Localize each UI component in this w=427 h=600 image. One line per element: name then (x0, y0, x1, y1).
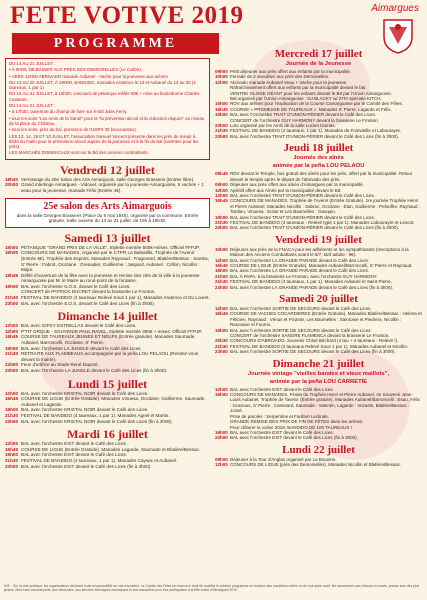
event-time: 19h00 (5, 407, 19, 413)
event-time: 12h00 (215, 386, 228, 392)
day-theme: animée par la peña LOU PELAOU (272, 163, 365, 170)
event-time: 12h00 (215, 79, 228, 85)
event-description: BAL avec l'orchestre EXIT devant le Café des Lices (fin à 3h00). (230, 435, 358, 441)
event-time: 19h00 (215, 268, 228, 274)
event-time: 23h00 (5, 368, 19, 373)
day-section (215, 48, 422, 139)
event-description: BAL À PAPA, à la brasserie Le Fronton, avec l'orchestre GUY HARMONY. (230, 273, 378, 279)
event-description: Bal organisé par l'Union Aimarguoise : DJ BLACKY w/ ZITA spéciale KITCH. (230, 96, 382, 102)
day-section (5, 427, 210, 469)
event-description: COURSE DE LIGUE (Entrée Gratuite). Manades Vinuesa, Occitane, Guillierme, Saumade, Aubanel et Lagarde. (21, 396, 206, 407)
event-row (215, 198, 422, 214)
event-description: Feux d'artifice au Stade René Dupont. (21, 362, 99, 368)
day-section (5, 231, 210, 307)
event-time: 12h00 (215, 306, 228, 311)
event-time: 12h00 (215, 257, 228, 263)
event-description: ROV aux arènes pour l'explication de la Course Camarguaise par le Comité des Fêtes. (230, 101, 403, 107)
event-time: 08h45 (215, 171, 228, 177)
info-line: DU 14 AU 21 JUILLET : (9, 61, 56, 66)
event-description: RDV devant le Temple, bus gratuit des aînés pour les près, offert par la municipalité. Retour devant le temple après le départ de l'abrivado des près. (230, 171, 413, 182)
event-description: COURSE DE LIGUE (Entrée Gratuite). Manades Lagarde, Saumade et Blatière/Bessac. (21, 446, 201, 452)
event-description: BAL avec l'orchestre LA GRANDE PARADE devant le Café des Lices. (230, 268, 370, 274)
event-time: 16h45 (5, 334, 19, 340)
event-row (215, 462, 422, 467)
event-time: 12h00 (5, 390, 19, 396)
poster-title: FETE VOTIVE 2019 (10, 2, 244, 29)
programme-banner: PROGRAMME (12, 33, 219, 54)
event-description: VENTRE GLISSE GÉANT pour les enfants devant le Bd par l'Union Aimarguoise. (230, 90, 392, 96)
event-description: BAL avec l'Orchestre LA JUNGLE devant le Café des Lices (fin à 3h00). (21, 368, 168, 373)
day-theme: animée par la peña LOU CARRETIE (269, 378, 368, 385)
event-description: BAL avec l'orchestre EXIT devant le Café des Lices. (21, 452, 128, 458)
left-column (5, 58, 210, 469)
event-time: 20h00 (215, 123, 228, 129)
day-title: Mercredi 17 juillet (274, 48, 363, 60)
event-time: 23h00 (5, 300, 19, 306)
event-description: BAL avec l'orchestre SORTIE DE SECOURS devant le Café des Lices. (230, 306, 372, 311)
info-box (5, 58, 210, 160)
event-row (215, 349, 422, 354)
event-row (5, 368, 210, 374)
right-column (215, 45, 422, 468)
event-time: 23h00 (215, 349, 228, 355)
event-time: 09h00 (215, 69, 228, 74)
event-description: Déjeuner aux près de la FNACA pour les adhérents et les sympathisants (Inscriptions à la Maison des Anciens Combattants avant le 8/7, tarif adulte : 9€). (230, 246, 409, 258)
event-description: COURSE « PROMESSE DE TAUREAUX ». Manades S' Pierre, Lagarde et Félix. (230, 106, 392, 112)
event-time: 16h45 (215, 198, 228, 204)
event-time: 09h00 (215, 182, 228, 188)
event-time: 21h30 (215, 279, 228, 285)
event-time: 21h30 (5, 295, 19, 301)
day-section (5, 163, 210, 194)
info-line: • VERS 12H00 ABRIVADO manade Aubanel - Vache pour la jeunesse aux arènes (9, 73, 168, 79)
event-time: 21h00 (215, 273, 228, 279)
event-description: FESTIVAL DE BANDIDO (4 taureaux Relevé Sous 1 par 1), Manades Aratenco et Du Louret. (21, 295, 210, 301)
salon-text: dans la salle Georges Brassens (Place du 8 mai 1945), organisé par la commune. Entrée gratuite. Salle ouverte du 13 au 21 juillet, de 15h à 19h30. (16, 212, 199, 224)
event-description: BAL avec l'orchestre KRISTAL NOIR devant le Café des Lices (fin à 3h00). (21, 418, 173, 424)
event-time: 16h45 (215, 106, 228, 112)
event-time: 22h00 (5, 362, 19, 368)
day-section (5, 377, 210, 425)
event-time: 19h00 (215, 429, 228, 435)
event-description: BAL avec l'orchestre S.O.S. devant le Café des Lices (fin à 3h00). (21, 300, 155, 306)
event-description: BAL avec l'orchestre S.O.S. devant le Café des Lices. (21, 283, 131, 289)
event-time: 23h00 (5, 418, 19, 424)
event-description: Prise de paroles : Serpentine et Fanfare Leclinde. (230, 413, 330, 419)
day-title: Vendredi 19 juillet (275, 233, 362, 246)
info-line: • À 9H00, DÉJEUNER AUX PRÈS DES DEMOISELLES (Le Caillar) (9, 67, 141, 73)
event-description: BAL avec l'orchestre TRAIT D'UNION-PÉRIER devant le Café des Lices (fin à 3h00). (230, 133, 399, 139)
event-description: BAL avec GIPSY ESTRELLAS devant le Café des Lices. (21, 323, 137, 329)
event-row (215, 171, 422, 182)
event-description: CONCOURS DE MANADES, organisé par le CTPR La Baleatilla, Trophée de l'Avenir (Entrée 8€). Trophée des Espoirs, Manades Raynaud : Fragonard, Blatière/Bessac : Samba, S' Pierre : Fabrot, Occitane : Grenadier, Guillierme : Jaspard, Aubanel : Crillon, Nicollin : Major. (21, 250, 209, 273)
day-section (5, 309, 210, 373)
event-description: Grand interlinge Aimargues - Vidouel, organisé par la jeunesse Aimarguoise, 5 vaches + 1 veau pour la jeunesse, manade Félix (Entrée 4€). (21, 182, 204, 193)
day-title: Lundi 22 juillet (282, 443, 355, 456)
event-time: 23h00 (215, 435, 228, 441)
event-row (5, 464, 210, 470)
event-time: 19h00 (5, 452, 19, 458)
event-row (5, 419, 210, 425)
event-description: Déjeuner aux près offert aux aînés d'Aimargues par la municipalité. (230, 182, 364, 188)
event-time: 16h00 (5, 250, 19, 256)
event-description: BAL avec l'orchestre EXIT devant le Café des Lices. (230, 429, 334, 435)
event-time: 18h45 (5, 272, 19, 278)
day-title: Samedi 13 juillet (64, 230, 151, 245)
event-description: P'TIT ORQUE - SOUVENIR PAUL RAVEL, triplette mentée 300€ + mises. Officiel FFPJP. (21, 328, 203, 334)
event-description: BAL avec l'orchestre KRISTAL NOIR devant le Café des Lices. (21, 390, 149, 396)
event-description: Ferrade de 2 anoubles aux près des Demoiselles. (230, 74, 330, 80)
event-row (5, 396, 210, 407)
event-description: RETRAITE AUX FLAMBEAUX accompagnée par la peña LOU PELAOU (Rendez-vous devant la mairie). (21, 351, 199, 362)
event-row (5, 182, 210, 193)
event-time: 20h30 (215, 338, 228, 344)
event-description: FESTIVAL DE BANDIDO (4 taureaux - Relevé type 1 par 1). Manades Labourayre et Lescot. (230, 219, 415, 225)
event-description: BAL avec l'orchestre TRAIT D'UNION-PÉRIER devant le Café des Lices. (230, 192, 375, 198)
event-description: BAL avec l'orchestre EXIT devant le Café des Lices. (21, 441, 128, 447)
event-description: CONCOURS DE LIGUE (près des Demoiselles). Manades Nicollin et Blatière/Bessac. (230, 462, 402, 468)
day-title: Samedi 20 juillet (279, 293, 358, 305)
event-description: COURSE DE VACHES COCARDIERES (Entrée Gratuite). Manades Blatière/Bessac : Helena et Félicien, Raynaud : Vénus et Picarde, Les Baumelles : Saintoise et Piedrera, Nicollin : Rascasse et Fourmi. (230, 311, 422, 328)
event-description: FESTIVAL DE BANDIDO (4 taureaux, 1 par 1). Manades Agnel et Martin. (21, 412, 170, 418)
info-line: • tous les soirs "Les Amis de la Santé" pour la "la prévention alcool et la réduction risques" au niveau de la place du Château, (9, 115, 205, 126)
day-title: Dimanche 14 juillet (57, 309, 158, 324)
event-row (5, 334, 210, 345)
event-row (215, 134, 422, 139)
event-time: 21h30 (215, 128, 228, 134)
event-description: FESTIVAL DE BANDIDO (4 taureaux, 1 par 1). Manades Caysac et Aubanel. (21, 457, 178, 463)
event-time: 16h45 (5, 446, 19, 452)
event-time: 18h30 (5, 176, 19, 182)
event-time: 19h00 (215, 112, 228, 118)
event-description: BAL avec l'orchestre EXIT devant le Café des Lices. (230, 386, 334, 392)
event-row (215, 225, 422, 230)
event-description: CONCOURS D'ABRIVADO, Souvenir Chloé Béchard (4 tau + 4 taureaux - Relevé !). (230, 338, 399, 344)
event-description: BAL avec l'orchestre SORTIE DE SECOURS devant le Café des Lices (fin à 3h00). (230, 349, 396, 355)
day-section (215, 234, 422, 290)
event-row (215, 435, 422, 440)
event-time: 16h45 (5, 396, 19, 402)
event-time: 09h00 (215, 456, 228, 462)
event-description: FESTIVAL DE BANDIDO (4 taureaux, 1 par 1). Manades de Fontvieille et Labourayre. (230, 128, 402, 134)
event-time: 19h00 (5, 283, 19, 289)
event-time: 12h00 (5, 441, 19, 447)
event-time: 12h00 (5, 328, 19, 334)
event-description: BAL avec l'orchestre LA GRANDE PARADE devant le Café des Lices (fin à 3h00). (230, 284, 394, 290)
event-time: 19h00 (215, 214, 228, 220)
event-description: BAL avec l'orchestre LA JUNGLE devant le Café des Lices. (21, 345, 142, 351)
event-description: FESTIVAL DE BANDIDO (4 taureaux, 1 par 1). Manades Aubanel et Saint-Pierre. (230, 279, 392, 285)
event-description: BAL avec l'orchestre TRAIT D'UNION-PÉRIER devant le Café des Lices (fin à 3h00). (230, 225, 399, 231)
event-time: 16h00 (215, 392, 228, 398)
event-description: Pour clôturer la votive 2019, BANDIDO DE 100 TAUREAUX ! (230, 424, 352, 430)
event-time: 16h45 (215, 311, 228, 317)
info-line: DU 15 AU 21 JUILLET, à 15h00, concours de pétanque mêlée 80€ + mise au boulodrome Charles Castanet. (9, 91, 200, 102)
day-section (215, 142, 422, 230)
info-line: LES 13, 14, 19 ET 20 JUILLET, l'association Samuel Vincent présente dans les prés de minuit à 6h30 du matin pour la prévention alcool auprès de la jeunesse et à la fin du bal (navettes pour les prés). (9, 133, 199, 150)
left-days-more (5, 231, 210, 469)
day-section (215, 358, 422, 441)
event-description: PÉTANQUE "GRAND PRIX DE LA VILLE", triplette mentée 500€+mises. Officiel FFPJP. (21, 244, 201, 250)
town-name: Aimargues (371, 3, 419, 14)
event-time: 19h00 (215, 327, 228, 333)
footer-note: N.B. : Sur la voie publique, les organisateurs déclinent toute responsabilité en cas d'accident. Le Comité des Fêtes se réserve le droit de modifier le présent programme en fonction des conditions météo ou de tout autre motif. Ne consommez pas d'alcool en excès, prenez soin des plus jeunes. Merci aux commerçants, aux bénévoles, aux services techniques municipaux et aux manadiers pour leur participation à la fête votive d'Aimargues 2019. (4, 584, 420, 592)
event-row (5, 273, 210, 284)
event-time: 21h30 (5, 351, 19, 357)
event-row (215, 247, 422, 258)
day-theme: Journée vintage "vieilles bandes et vieux maillots", (247, 370, 390, 377)
salon-box (5, 198, 210, 228)
event-time: 21h30 (5, 412, 19, 418)
event-time: 16h45 (215, 262, 228, 268)
info-line: • à 17h30, ouverture du champ de foire sur le Bd Jules Ferry. (9, 109, 128, 115)
left-days (5, 163, 210, 194)
event-description: BAL avec l'orchestre EXIT devant le Café des Lices (fin à 3h00). (21, 463, 152, 469)
event-description: Déjeuner à la Tour d'Anglas organisé par La Bouvine. (230, 456, 337, 462)
day-title: Vendredi 12 juillet (60, 162, 155, 177)
event-time: 21h30 (215, 219, 228, 225)
event-time: 10h00 (215, 246, 228, 252)
event-description: CONCOURS DE MANADES, Finale du Trophée Henri et Pierre Aubanel, 4e Souvenir Jean-Louis Aubanel, Trophée de l'avenir (Entrée gratuite). Manades Aubanel/Barroncelli : Esau, Félix : Gracious, S' Pierre : Camisard, Saumade : Valentin, Lagarde : Vezasts, Blatière/Bessac : Jossé. (230, 392, 420, 414)
day-title: Jeudi 18 juillet (283, 142, 354, 155)
event-description: Abrivado manade Aubanel Veau + Vache pour la jeunesse. (230, 79, 348, 85)
event-description: BAL avec l'orchestre KRISTAL NOIR devant le Café des Lices. (21, 407, 149, 413)
event-time: 23h00 (215, 284, 228, 290)
day-section (215, 444, 422, 468)
event-time: 15h00 (5, 244, 19, 250)
event-description: BAL avec l'orchestre LA GRANDE PARADE devant le Café des Lices. (230, 257, 370, 263)
day-title: Mardi 16 juillet (67, 427, 148, 442)
event-description: CONCOURS DE MANADES, Trophée de l'Avenir (Entrée Gratuite). 1re journée Trophée Henri et Pierre Aubanel, Manades Nicollin : Sabran, Occitane : Élan, Guillierme : Pelouffre, Raynaud : Tardieu, Vinuesa : Eclair et Les Baumelles : Gasquin. (230, 198, 421, 215)
event-description: Petit déjeuner aux près offert aux enfants par la municipalité. (230, 69, 351, 74)
event-description: Loto organisé par les Amis de la salle Lucien Dumas. (230, 123, 336, 129)
event-time: 12h00 (5, 323, 19, 329)
event-time: 19h00 (5, 345, 19, 351)
info-line: • tous les soirs, près du bal, présence de l'UDPS 30 (secouristes). (9, 127, 138, 133)
event-description: BAL avec l'Orchestre TRAIT D'UNION-PÉRIER devant le Café des Lices. (230, 112, 376, 118)
info-line: DU 13 AU 20 JUILLET, À 19H00, BANDIDO, manades Aratenco le 13 et Aubanel du 14 au 20 (4 taureaux, 1 par 1). (9, 79, 196, 91)
event-description: CONCERT de l'orchestre SANGRE FLAMENCA devant la brasserie Le Fronton. (230, 333, 390, 339)
event-time: 10h00 (215, 74, 228, 80)
event-row (5, 301, 210, 307)
event-row (215, 285, 422, 290)
event-time: 23h00 (215, 133, 228, 139)
event-description: BAL avec l'orchestre TRAIT D'UNION-PÉRIER devant le Café des Lices. (230, 214, 375, 220)
event-time: 15h00 (215, 101, 228, 107)
event-description: COURSE DE TAUREAUX JEUNES ET NEUFS (Entrée gratuite). Manades Saumade, Aubanel, Barroncelli, Occitane, S' Pierre. (21, 334, 196, 346)
event-description: BAL avec l'orchestre SORTIE DE SECOURS devant le Café des Lices. (230, 327, 372, 333)
day-theme: Journée de la Jeunesse (285, 61, 352, 67)
event-time: 23h00 (5, 463, 19, 469)
info-line: DU 14 AU 21 JUILLET : (9, 103, 56, 109)
day-title: Lundi 15 juillet (67, 376, 148, 391)
event-description: CONCERT de l'orchestre GUY HARMONY devant la brasserie Le Fronton. (230, 117, 379, 123)
event-row (5, 250, 210, 272)
event-time: 12h00 (215, 192, 228, 198)
event-description: Vernissage du 25e Salon des Arts Aimarguois, salle Georges Brassens (Entrée libre). (21, 176, 195, 182)
event-description: COURSE DE LIGUE (Entrée Gratuite). Manades Aubanel/Barroncelli, S' Pierre et Raynaud. (230, 262, 413, 268)
day-title: Dimanche 21 juillet (272, 357, 365, 370)
event-row (215, 392, 422, 414)
event-row (5, 351, 210, 362)
day-section (215, 293, 422, 355)
event-description: CONCERT de PATRICK DUCRET devant la brasserie Le Fronton. (21, 289, 156, 295)
event-time: 12h00 (215, 187, 228, 193)
event-time: 23h00 (215, 225, 228, 231)
info-line: LES MARCHÉS DOMINICAUX sont sur le Bd des anciens combattants. (9, 150, 149, 156)
salon-title: 25e salon des Arts Aimarguois (43, 200, 172, 212)
event-time: 20h00 (5, 182, 19, 188)
event-description: Défilé d'ouverture de la fête avec la jeunesse et remise des clés de la ville à la jeunesse Aimarguoise par M. le Maire au rond-point de la fontaine. (21, 272, 200, 284)
event-description: GRANDE REMISE DES PRIX DE FIN DE FÊTES dans les arènes. (230, 419, 364, 425)
event-time: 21h30 (215, 343, 228, 349)
event-row (215, 311, 422, 327)
event-time: 21h30 (5, 457, 19, 463)
event-description: Rafraîchissement offert aux enfants par la municipalité devant le bar. (230, 85, 367, 91)
event-description: Apéritif offert aux Aînés par la municipalité devant le Bd. (230, 187, 342, 193)
event-time: 12h00 (215, 462, 228, 468)
event-description: FESTIVAL DE BANDIDO (4 taureaux Relevé Sous 1 par 1). Manades Aubanel et Nicollin. (230, 343, 409, 349)
day-theme: Journée des aînés (293, 155, 344, 162)
